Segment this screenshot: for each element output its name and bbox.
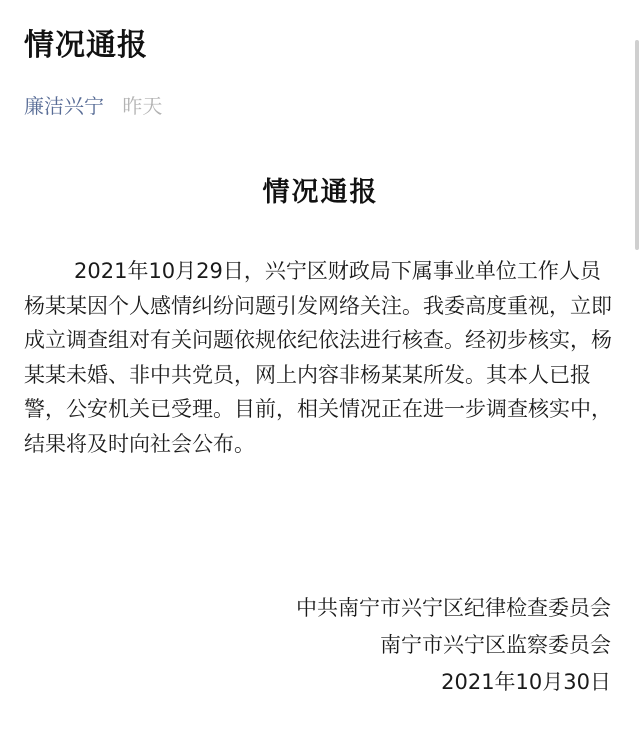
article-body: 2021年10月29日，兴宁区财政局下属事业单位工作人员杨某某因个人感情纠纷问题引发网络关注。我委高度重视，立即成立调查组对有关问题依规依纪依法进行核查。经初步核实，杨某某未婚、非中共党员，网上内容非杨某某所发。其本人已报警，公安机关已受理。目前，相关情况正在进一步调查核实中，结果将及时向社会公布。: [24, 259, 612, 456]
signature-block: [296, 590, 611, 701]
publish-time: 昨天: [122, 94, 163, 118]
signature-org-discipline: 中共南宁市兴宁区纪律检查委员会: [296, 596, 611, 620]
signature-date: 2021年10月30日: [441, 670, 611, 694]
article-meta: [24, 92, 162, 120]
document-heading: 情况通报: [262, 177, 379, 208]
page-title: 情况通报: [24, 28, 148, 63]
signature-org-supervision: 南宁市兴宁区监察委员会: [380, 633, 611, 657]
account-name-link[interactable]: 廉洁兴宁: [24, 94, 104, 118]
scrollbar[interactable]: [635, 40, 639, 250]
